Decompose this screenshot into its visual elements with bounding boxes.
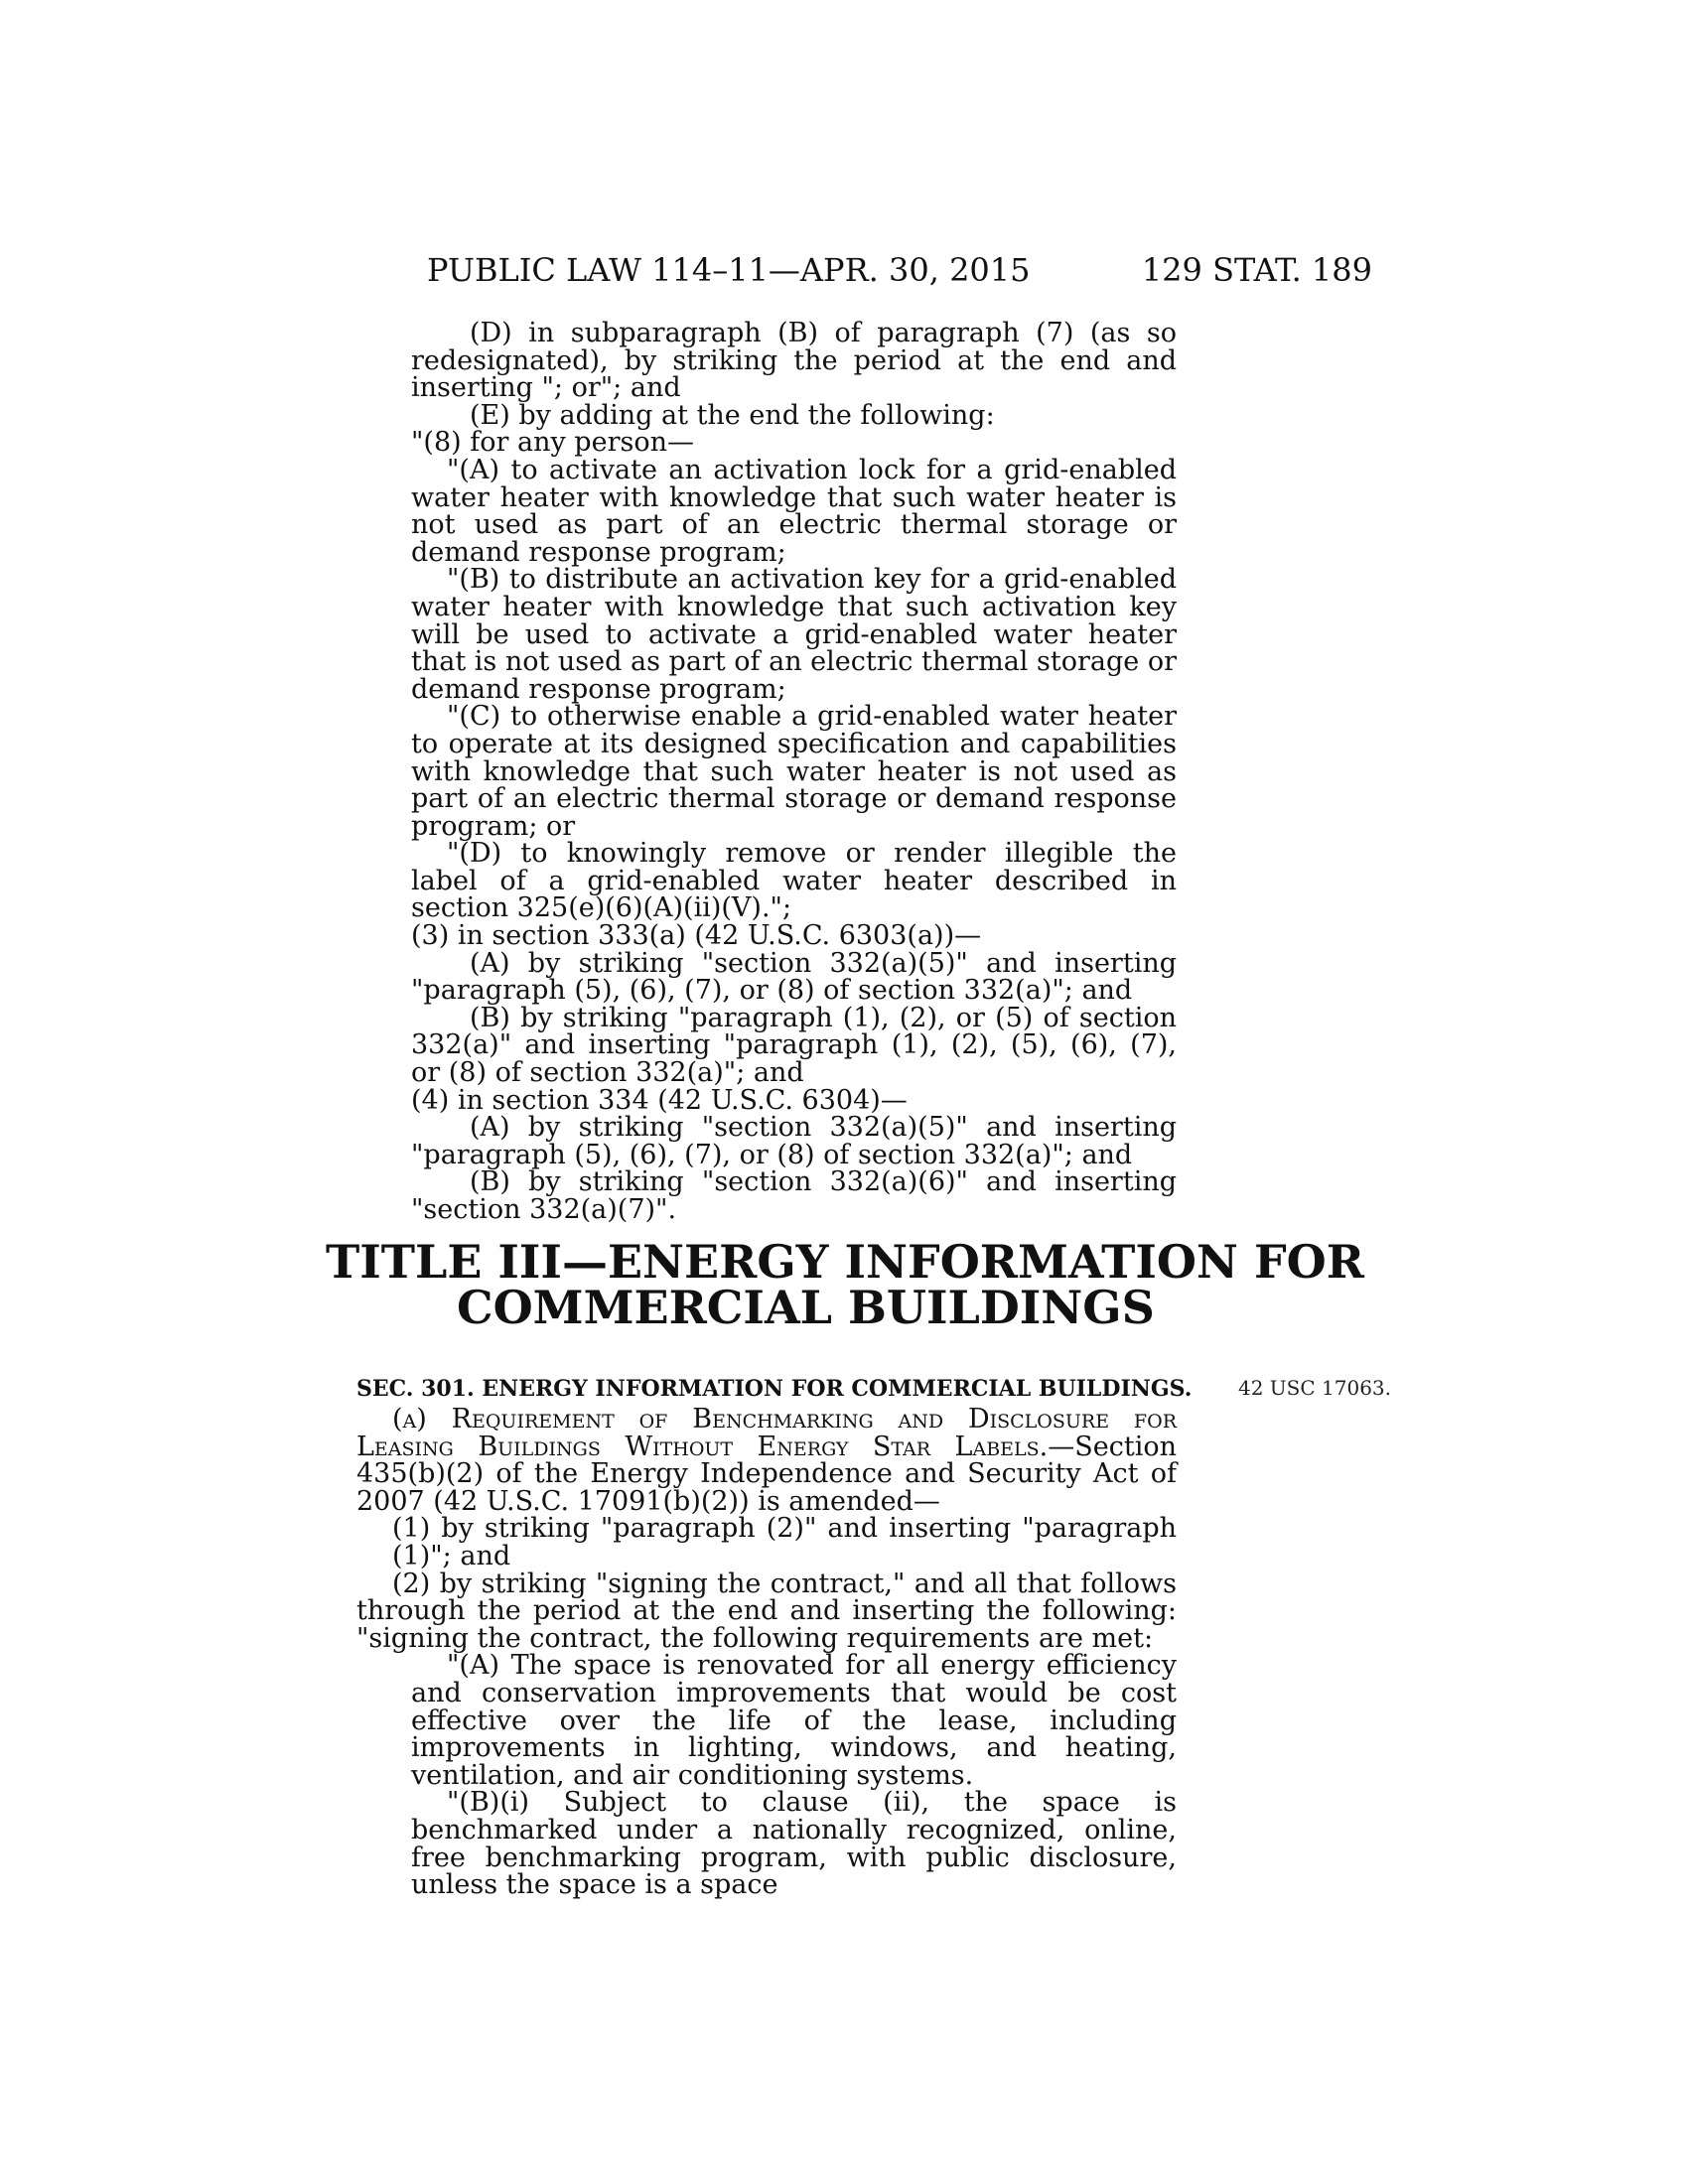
paragraph-3: (3) in section 333(a) (42 U.S.C. 6303(a))— [411, 920, 982, 952]
section-body [356, 1406, 1177, 1899]
top-text-block [411, 320, 1177, 1224]
title-line-1: TITLE III—ENERGY INFORMATION FOR [326, 1235, 1364, 1289]
paragraph-d: (D) in subparagraph (B) of paragraph (7) (as so redesignated), by striking the period at the end and inserting "; or"; and [411, 318, 1177, 404]
item-a: "(A) The space is renovated for all energy efficiency and conservation improvements that would be cost effective over the life of the lease, including improvements in lighting, windows, and heating, ventilation, and air conditioning systems. [411, 1650, 1177, 1791]
title-heading [288, 1235, 1364, 1334]
item-2: (2) by striking "signing the contract," and all that follows through the period at the end and inserting the following: "signing the contract, the following requirements are met: [356, 1568, 1177, 1654]
paragraph-8c: "(C) to otherwise enable a grid-enabled water heater to operate at its designed specification and capabilities with knowledge that such water heater is not used as part of an electric thermal storage or demand response program; or [411, 701, 1177, 842]
paragraph-3a: (A) by striking "section 332(a)(5)" and inserting "paragraph (5), (6), (7), or (8) of section 332(a)"; and [411, 947, 1177, 1007]
paragraph-e: (E) by adding at the end the following: [470, 399, 995, 431]
paragraph-8a: "(A) to activate an activation lock for a grid-enabled water heater with knowledge that such water heater is not used as part of an electric thermal storage or demand response program; [411, 454, 1177, 568]
item-b: "(B)(i) Subject to clause (ii), the space is benchmarked under a nationally recognized, online, free benchmarking program, with public disclosure, unless the space is a space [411, 1787, 1177, 1901]
running-header: PUBLIC LAW 114–11—APR. 30, 2015 [427, 251, 1031, 289]
paragraph-8b: "(B) to distribute an activation key for a grid-enabled water heater with knowledge that such activation key will be used to activate a grid-enabled water heater that is not used as part of an electric thermal storage or demand response program; [411, 564, 1177, 705]
paragraph-4a: (A) by striking "section 332(a)(5)" and inserting "paragraph (5), (6), (7), or (8) of section 332(a)"; and [411, 1112, 1177, 1170]
item-1-text: (1) by striking "paragraph (2)" and inserting "paragraph (1)"; and [392, 1513, 1177, 1571]
paragraph-8d: "(D) to knowingly remove or render illegible the label of a grid-enabled water heater described in section 325(e)(6)(A)(ii)(V)."; [411, 838, 1177, 924]
paragraph-3b: (B) by striking "paragraph (1), (2), or (5) of section 332(a)" and inserting "paragraph (1), (2), (5), (6), (7), or (8) of section 332(a)"; and [411, 1002, 1177, 1089]
margin-note: 42 USC 17063. [1238, 1376, 1392, 1400]
item-1 [356, 1515, 1177, 1570]
subsection-a-text: —Section 435(b)(2) of the Energy Independence and Security Act of 2007 (42 U.S.C. 17091(b)(2)) is amended— [356, 1431, 1177, 1517]
title-line-2: COMMERCIAL BUILDINGS [457, 1281, 1155, 1334]
page-number: 129 STAT. 189 [1141, 251, 1372, 289]
subsection-a [356, 1406, 1177, 1515]
paragraph-4b: (B) by striking "section 332(a)(6)" and inserting "section 332(a)(7)". [411, 1166, 1177, 1225]
subsection-a-heading: (a) Requirement of Benchmarking and Disclosure for Leasing Buildings Without Energy Star Labels. [356, 1404, 1177, 1462]
paragraph-8: "(8) for any person— [411, 427, 694, 459]
paragraph-4: (4) in section 334 (42 U.S.C. 6304)— [411, 1084, 908, 1116]
section-heading: SEC. 301. ENERGY INFORMATION FOR COMMERCIAL BUILDINGS. [356, 1376, 1193, 1402]
